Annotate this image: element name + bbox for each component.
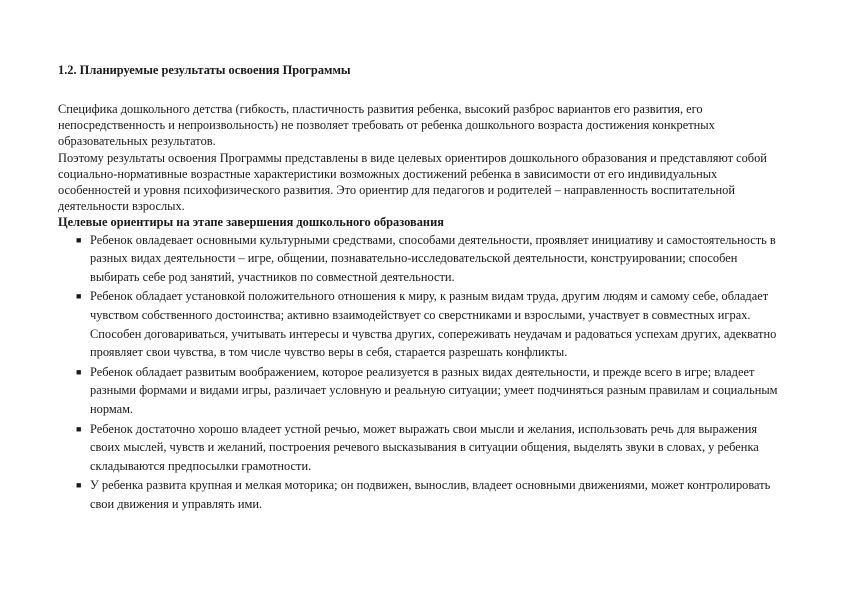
square-bullet-icon: ■: [76, 366, 82, 377]
section-heading: 1.2. Планируемые результаты освоения Программы: [58, 63, 351, 77]
list-item-text: Ребенок овладевает основными культурными средствами, способами деятельности, проявляет инициативу и самостоятельность в разных видах деятельности – игре, общении, познавательно-исследовательской деятельности, конструировании; способен выбирать себе род занятий, участников по совместной деятельности.: [90, 232, 776, 284]
list-item: [58, 231, 784, 287]
targets-subheading: Целевые ориентиры на этапе завершения дошкольного образования: [58, 215, 444, 230]
square-bullet-icon: ■: [76, 480, 82, 491]
list-item: [58, 420, 784, 476]
list-item: [58, 476, 784, 513]
list-item-text: Ребенок обладает установкой положительного отношения к миру, к разным видам труда, другим людям и самому себе, обладает чувством собственного достоинства; активно взаимодействует со сверстниками и взрослыми, участвует в совместных играх. Способен договариваться, учитывать интересы и чувства других, сопереживать неудачам и радоваться успехам других, адекватно проявляет свои чувства, в том числе чувство веры в себя, старается разрешать конфликты.: [90, 289, 777, 360]
list-item: [58, 363, 784, 419]
square-bullet-icon: ■: [76, 291, 82, 302]
square-bullet-icon: ■: [76, 234, 82, 245]
list-item-text: Ребенок обладает развитым воображением, которое реализуется в разных видах деятельности, и прежде всего в игре; владеет разными формами и видами игры, различает условную и реальную ситуации; умеет подчиняться разным правилам и социальным нормам.: [90, 364, 778, 416]
list-item-text: У ребенка развита крупная и мелкая моторика; он подвижен, вынослив, владеет основными движениями, может контролировать свои движения и управлять ими.: [90, 478, 771, 511]
list-item-text: Ребенок достаточно хорошо владеет устной речью, может выражать свои мысли и желания, использовать речь для выражения своих мыслей, чувств и желаний, построения речевого высказывания в ситуации общения, выделять звуки в словах, у ребенка складываются предпосылки грамотности.: [90, 421, 759, 473]
results-paragraph: Поэтому результаты освоения Программы представлены в виде целевых ориентиров дошкольного образования и представляют собой социально-нормативные возрастные характеристики возможных достижений ребенка в зависимости от его индивидуальных особенностей и уровня психофизического развития. Это ориентир для педагогов и родителей – направленность воспитательной деятельности взрослых.: [58, 150, 767, 214]
intro-paragraph: Специфика дошкольного детства (гибкость, пластичность развития ребенка, высокий разброс вариантов его развития, его непосредственность и непроизвольность) не позволяет требовать от ребенка дошкольного возраста достижения конкретных образовательных результатов.: [58, 102, 715, 149]
square-bullet-icon: ■: [76, 423, 82, 434]
list-item: [58, 287, 784, 361]
targets-list: [58, 231, 784, 514]
